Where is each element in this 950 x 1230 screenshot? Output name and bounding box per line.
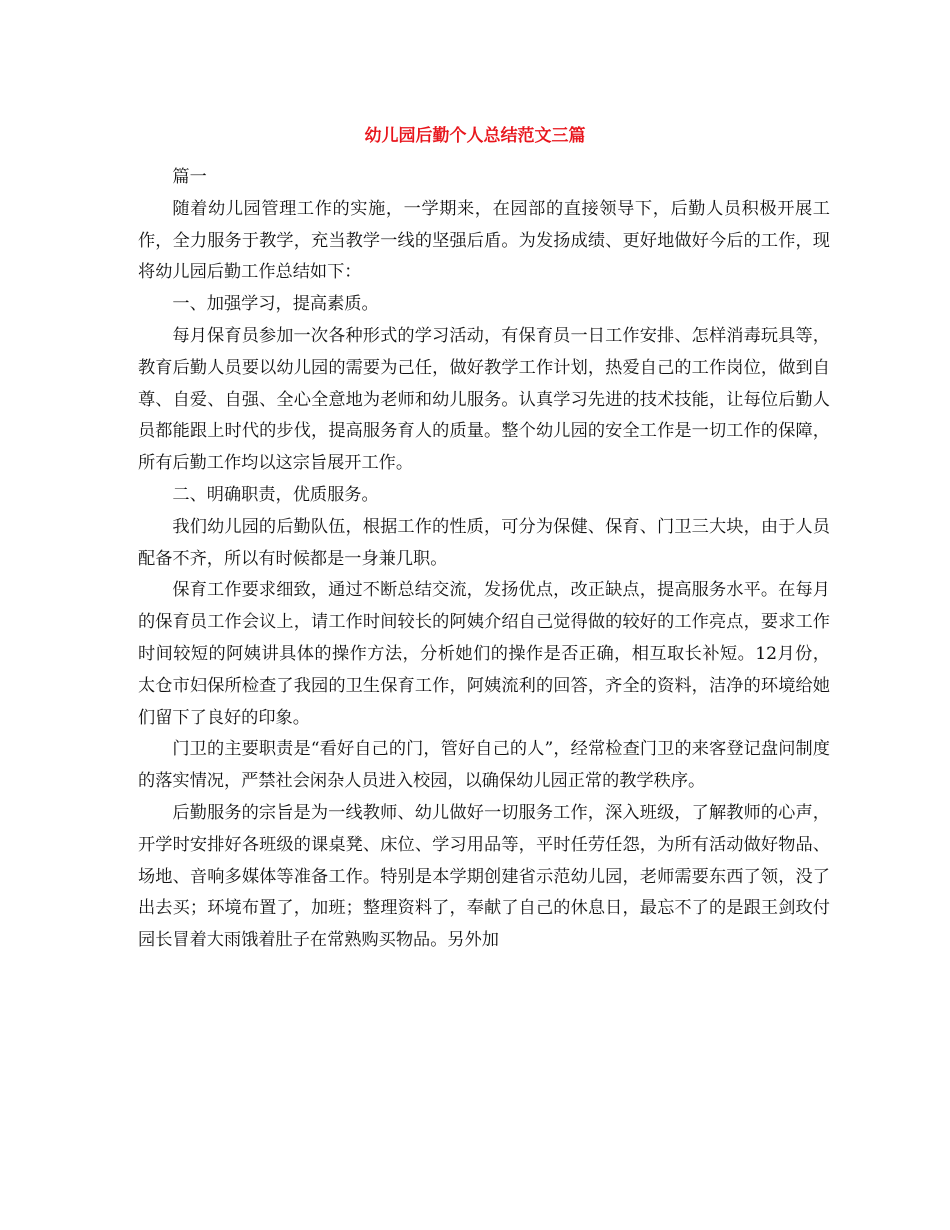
subheading-duties: 二、明确职责，优质服务。 — [172, 484, 379, 505]
document-title: 幼儿园后勤个人总结范文三篇 — [364, 126, 586, 146]
paragraph-care: 保育工作要求细致，通过不断总结交流，发扬优点，改正缺点，提高服务水平。在每月的保育员工作会议上，请工作时间较长的阿姨介绍自己觉得做的较好的工作亮点，要求工作时间较短的阿姨讲具体的操作方法，分析她们的操作是否正确，相互取长补短。12月份，太仓市妇保所检查了我园的卫生保育工作，阿姨流利的回答，齐全的资料，洁净的环境给她们留下了良好的印象。 — [138, 580, 830, 728]
intro-paragraph: 随着幼儿园管理工作的实施，一学期来，在园部的直接领导下，后勤人员积极开展工作，全力服务于教学，充当教学一线的坚强后盾。为发扬成绩、更好地做好今后的工作，现将幼儿园后勤工作总结如下： — [138, 198, 830, 283]
subheading-study: 一、加强学习，提高素质。 — [172, 294, 379, 315]
paragraph-study: 每月保育员参加一次各种形式的学习活动，有保育员一日工作安排、怎样消毒玩具等，教育后勤人员要以幼儿园的需要为己任，做好教学工作计划，热爱自己的工作岗位，做到自尊、自爱、自强、全心全意地为老师和幼儿服务。认真学习先进的技术技能，让每位后勤人员都能跟上时代的步伐，提高服务育人的质量。整个幼儿园的安全工作是一切工作的保障，所有后勤工作均以这宗旨展开工作。 — [138, 325, 830, 474]
section-heading: 篇一 — [172, 167, 207, 187]
paragraph-guard: 门卫的主要职责是“看好自己的门，管好自己的人”，经常检查门卫的来客登记盘问制度的落实情况，严禁社会闲杂人员进入校园，以确保幼儿园正常的教学秩序。 — [138, 739, 830, 792]
paragraph-service: 后勤服务的宗旨是为一线教师、幼儿做好一切服务工作，深入班级，了解教师的心声，开学时安排好各班级的课桌凳、床位、学习用品等，平时任劳任怨，为所有活动做好物品、场地、音响多媒体等准备工作。特别是本学期创建省示范幼儿园，老师需要东西了领，没了出去买；环境布置了，加班；整理资料了，奉献了自己的休息日，最忘不了的是跟王剑玫付园长冒着大雨饿着肚子在常熟购买物品。另外加 — [138, 802, 830, 951]
document-body — [138, 162, 830, 957]
paragraph-team: 我们幼儿园的后勤队伍，根据工作的性质，可分为保健、保育、门卫三大块，由于人员配备不齐，所以有时候都是一身兼几职。 — [138, 516, 830, 569]
